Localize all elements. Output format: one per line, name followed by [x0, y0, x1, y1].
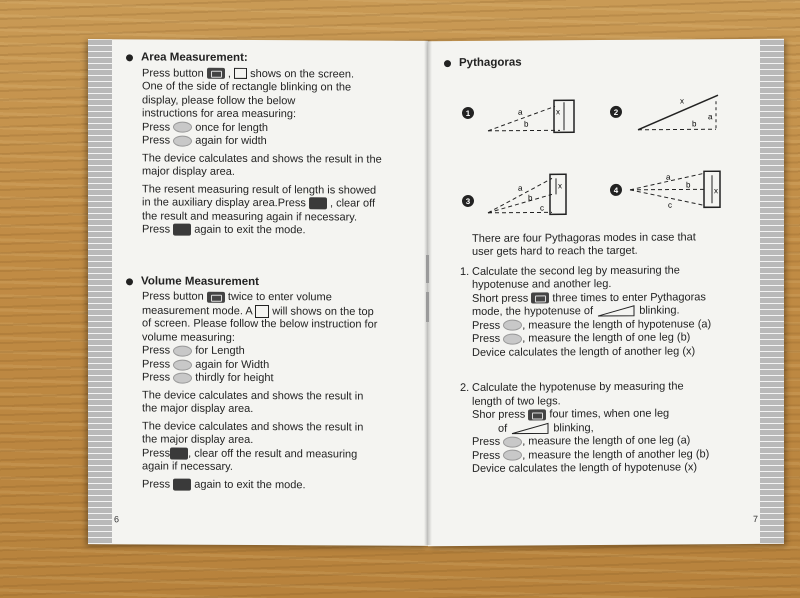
text: display, please follow the below: [142, 93, 296, 107]
page-edge-ruler: [88, 39, 112, 544]
spacer: [142, 241, 412, 276]
text: in the auxiliary display area.Press: [142, 196, 306, 210]
page-number: 7: [752, 513, 758, 524]
text: Press: [142, 344, 171, 357]
measure-button-icon: [173, 346, 192, 357]
text: The resent measuring result of length is showed: [142, 182, 377, 197]
label-x: x: [680, 95, 684, 105]
text: Press: [142, 447, 171, 460]
text: blinking.: [639, 304, 680, 317]
text: instructions for area measuring:: [142, 107, 297, 121]
label-c: c: [668, 200, 672, 210]
binding-thread: [426, 255, 429, 283]
hypotenuse-arrow: [638, 95, 718, 130]
text: measurement mode. A: [142, 304, 253, 317]
text: , clear off: [329, 197, 376, 210]
text: again for Width: [195, 358, 270, 371]
bullet-icon: [126, 55, 133, 62]
text: Calculate the hypotenuse by measuring the: [472, 380, 684, 394]
text: again to exit the mode.: [194, 223, 306, 237]
text: Press button: [142, 66, 204, 80]
binding-thread: [426, 292, 429, 322]
text: , measure the length of one leg (b): [522, 331, 691, 345]
volume-title: Volume Measurement: [141, 274, 260, 288]
measure-button-icon: [173, 135, 192, 146]
area-intro: [142, 67, 412, 149]
clear-button-icon: [309, 197, 327, 209]
area-resent: [142, 183, 412, 238]
text: once for length: [195, 121, 269, 134]
pythagoras-intro: [460, 230, 760, 259]
text: mode, the hypotenuse of: [472, 305, 594, 318]
text: the result and measuring again if necessary.: [142, 209, 358, 224]
mode-button-icon: [207, 291, 225, 302]
text: Press: [142, 120, 171, 134]
bullet-icon: [444, 60, 451, 67]
pythagoras-mode-4-diagram: [608, 163, 748, 224]
page-edge-ruler: [760, 39, 784, 544]
text: Press: [142, 371, 171, 384]
text: , clear off the result and measuring: [188, 447, 358, 461]
triangle-icon: [596, 305, 636, 317]
mode-button-icon: [207, 68, 225, 79]
text: Press: [142, 358, 171, 371]
text: blinking,: [553, 421, 594, 434]
text: Press: [472, 435, 501, 448]
manual-booklet: [88, 40, 784, 545]
measure-button-icon: [503, 320, 522, 331]
area-title: Area Measurement:: [141, 51, 248, 64]
text: twice to enter volume: [227, 290, 332, 304]
text: the major display area.: [142, 433, 254, 447]
text: There are four Pythagoras modes in case that: [472, 230, 696, 245]
left-page: [88, 39, 428, 546]
right-page-content: [460, 55, 760, 477]
text: Press: [142, 134, 171, 147]
volume-calc1: [142, 389, 412, 417]
cube-icon: [255, 304, 269, 317]
triangle-icon: [510, 422, 550, 434]
pythagoras-mode-3-diagram: [460, 164, 600, 225]
item-body: [472, 264, 711, 360]
item-body: [472, 380, 709, 476]
bullet-icon: [126, 278, 133, 285]
text: again for width: [195, 134, 267, 148]
text: four times, when one leg: [549, 407, 670, 421]
text: Press: [142, 478, 171, 491]
diagram-number: 1: [465, 108, 471, 118]
text: the major display area.: [142, 402, 254, 416]
right-page: [428, 39, 784, 546]
text: Device calculates the length of another leg (x): [472, 344, 696, 359]
pythagoras-heading: [444, 55, 760, 71]
clear-button-icon: [173, 479, 191, 491]
rectangle-icon: [234, 68, 247, 79]
mode-button-icon: [528, 409, 546, 420]
text: thirdly for height: [195, 372, 274, 385]
label-b: b: [686, 179, 691, 189]
text: Shor press: [472, 408, 526, 421]
clear-button-icon: [173, 224, 191, 236]
text: of screen. Please follow the below instruction for: [142, 317, 378, 332]
left-page-content: [142, 51, 412, 497]
diagram-number: 3: [465, 196, 471, 206]
text: hypotenuse and another leg.: [472, 277, 612, 291]
diagram-number: 4: [613, 185, 619, 195]
measure-button-icon: [503, 333, 522, 344]
text: length of two legs.: [472, 394, 561, 408]
label-a: a: [518, 107, 523, 117]
leg-line: [638, 129, 716, 130]
leg-line: [630, 189, 704, 190]
text: The device calculates and shows the result in: [142, 389, 364, 403]
pythagoras-item-1: [460, 263, 760, 360]
text: Press: [472, 332, 501, 345]
measure-button-icon: [173, 122, 192, 133]
label-x: x: [558, 180, 562, 190]
text: volume measuring:: [142, 331, 235, 344]
text: shows on the screen.: [250, 67, 355, 81]
label-b: b: [528, 193, 533, 203]
measure-button-icon: [503, 436, 522, 447]
volume-intro: [142, 290, 412, 386]
text: again to exit the mode.: [194, 478, 306, 492]
label-c: c: [540, 202, 544, 212]
text: three times to enter Pythagoras: [552, 290, 706, 304]
diagram-number: 2: [613, 107, 619, 117]
text: Press: [472, 319, 501, 332]
measure-button-icon: [173, 359, 192, 370]
item-number: 2.: [460, 381, 470, 395]
text: Short press: [472, 292, 529, 305]
text: , measure the length of hypotenuse (a): [522, 317, 712, 332]
pythagoras-item-2: [460, 380, 760, 477]
text: Press button: [142, 290, 204, 303]
text: Calculate the second leg by measuring the: [472, 263, 680, 278]
label-b: b: [692, 118, 697, 128]
text: Press: [142, 223, 171, 236]
hypotenuse-line: [630, 189, 704, 206]
area-heading: [126, 51, 412, 66]
text: Device calculates the length of hypotenuse (x): [472, 461, 698, 475]
item-number: 1.: [460, 265, 470, 278]
volume-calc2: [142, 420, 412, 475]
page-number: 6: [114, 514, 120, 525]
text: One of the side of rectangle blinking on the: [142, 80, 352, 94]
text: for Length: [195, 345, 245, 358]
measure-button-icon: [173, 373, 192, 384]
label-a: a: [666, 172, 671, 182]
mode-button-icon: [531, 292, 549, 303]
text: The device calculates and shows the result in: [142, 420, 364, 434]
volume-exit: [142, 478, 412, 493]
text: , measure the length of another leg (b): [522, 447, 710, 462]
text: Press: [472, 449, 501, 462]
measure-button-icon: [503, 450, 522, 461]
label-x: x: [556, 106, 560, 116]
text: user gets hard to reach the target.: [472, 244, 638, 258]
volume-heading: [126, 275, 412, 290]
text: The device calculates and shows the result in the: [142, 151, 382, 166]
pythagoras-title: Pythagoras: [459, 56, 522, 70]
clear-button-icon: [170, 448, 188, 460]
label-a: a: [708, 111, 713, 121]
text: , measure the length of one leg (a): [522, 434, 691, 448]
text: major display area.: [142, 165, 235, 178]
label-a: a: [518, 183, 523, 193]
area-calc: [142, 152, 412, 180]
text: ,: [227, 67, 231, 80]
pythagoras-mode-2-diagram: [608, 79, 748, 140]
pythagoras-diagrams: [460, 72, 760, 224]
target-box: [550, 174, 566, 214]
leg-line: [488, 130, 560, 131]
label-x: x: [714, 185, 718, 195]
label-b: b: [524, 119, 529, 129]
text: will shows on the top: [272, 304, 374, 318]
pythagoras-mode-1-diagram: [460, 90, 600, 141]
text: again if necessary.: [142, 460, 233, 474]
text: of: [498, 422, 508, 435]
